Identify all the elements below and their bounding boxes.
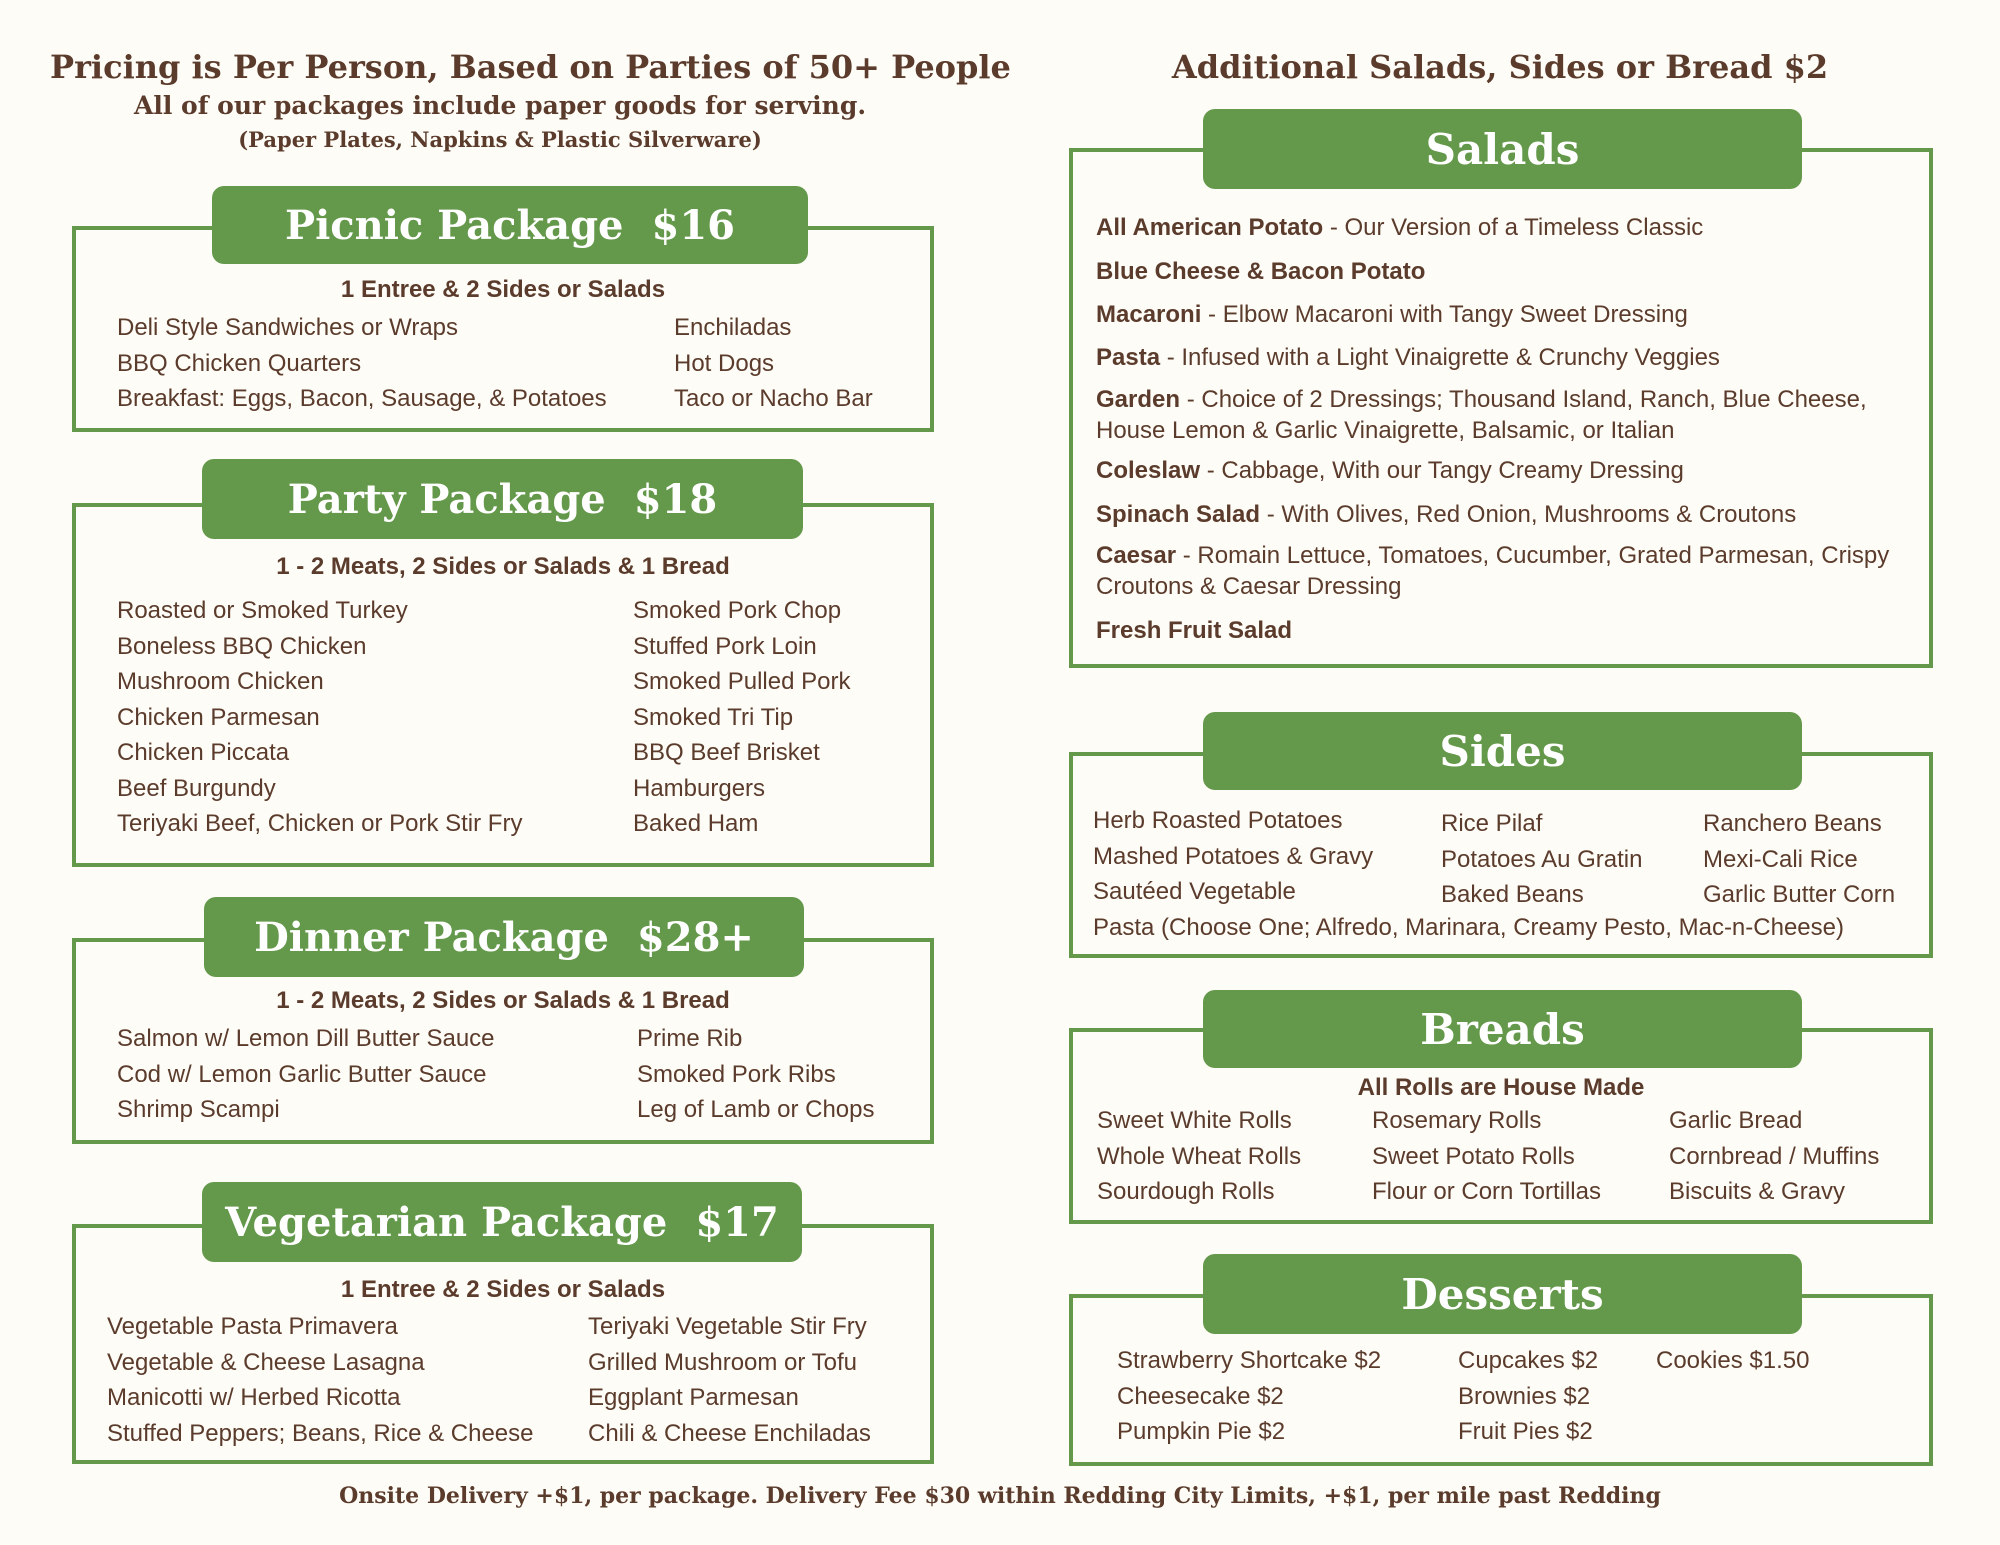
salad-item: Spinach Salad - With Olives, Red Onion, Mushrooms & Croutons [1096, 501, 1797, 528]
picnic-package-tab [212, 186, 808, 264]
breads-col-3 [1669, 1103, 1879, 1210]
list-item: Biscuits & Gravy [1669, 1178, 1846, 1205]
breads-col-1 [1097, 1103, 1301, 1210]
desserts-col-1 [1117, 1343, 1381, 1450]
sides-col-2 [1441, 806, 1642, 913]
list-item: Chili & Cheese Enchiladas [588, 1419, 871, 1447]
list-item: Leg of Lamb or Chops [637, 1096, 875, 1123]
list-item: BBQ Chicken Quarters [117, 349, 362, 377]
list-item: Sweet Potato Rolls [1372, 1142, 1575, 1170]
list-item: Chicken Piccata [117, 739, 290, 766]
list-item: Shrimp Scampi [117, 1096, 280, 1123]
paper-goods-detail: (Paper Plates, Napkins & Plastic Silverware) [238, 127, 762, 152]
list-item: Grilled Mushroom or Tofu [588, 1348, 857, 1376]
desserts-title: Desserts [1401, 1269, 1604, 1319]
breads-subtitle: All Rolls are House Made [1357, 1074, 1645, 1101]
list-item: Hamburgers [633, 774, 766, 802]
list-item: Cod w/ Lemon Garlic Butter Sauce [117, 1060, 487, 1088]
list-item: Vegetable Pasta Primavera [107, 1313, 398, 1340]
picnic-package-subtitle: 1 Entree & 2 Sides or Salads [340, 276, 666, 303]
list-item: Rice Pilaf [1441, 810, 1543, 837]
picnic-package-price: $16 [651, 201, 735, 249]
list-item: Mashed Potatoes & Gravy [1093, 842, 1374, 870]
list-item: Deli Style Sandwiches or Wraps [117, 314, 459, 341]
list-item: Cheesecake $2 [1117, 1382, 1284, 1410]
sides-pasta-item: Pasta (Choose One; Alfredo, Marinara, Creamy Pesto, Mac-n-Cheese) [1093, 914, 1844, 941]
breads-col-2 [1372, 1103, 1601, 1210]
vegetarian-package-subtitle: 1 Entree & 2 Sides or Salads [340, 1276, 666, 1303]
sides-title: Sides [1439, 726, 1566, 776]
list-item: Manicotti w/ Herbed Ricotta [107, 1384, 401, 1411]
list-item: Salmon w/ Lemon Dill Butter Sauce [117, 1025, 495, 1052]
list-item: Garlic Bread [1669, 1107, 1803, 1134]
salad-item: Fresh Fruit Salad [1096, 617, 1293, 644]
list-item: Rosemary Rolls [1372, 1107, 1542, 1134]
dinner-package-subtitle: 1 - 2 Meats, 2 Sides or Salads & 1 Bread [276, 987, 730, 1014]
list-item: Roasted or Smoked Turkey [117, 597, 408, 624]
picnic-col-1 [117, 310, 607, 417]
salad-item: Caesar - Romain Lettuce, Tomatoes, Cucumber, Grated Parmesan, Crispy Croutons & Caesar Dressing [1096, 542, 1890, 600]
breads-title: Breads [1420, 1004, 1585, 1054]
list-item: Boneless BBQ Chicken [117, 632, 367, 660]
list-item: Smoked Pork Ribs [637, 1060, 836, 1088]
list-item: Herb Roasted Potatoes [1093, 807, 1343, 834]
party-package-price: $18 [633, 475, 718, 523]
dinner-col-2 [637, 1021, 874, 1128]
list-item: Mushroom Chicken [117, 668, 324, 695]
salad-item: Garden - Choice of 2 Dressings; Thousand Island, Ranch, Blue Cheese, House Lemon & Garlic Vinaigrette, Balsamic, or Italian [1096, 386, 1867, 444]
picnic-package-title: Picnic Package [284, 201, 624, 249]
list-item: Sweet White Rolls [1097, 1107, 1292, 1134]
list-item: Stuffed Pork Loin [633, 632, 817, 660]
dinner-package-tab [204, 897, 804, 977]
picnic-col-2 [674, 310, 873, 417]
vegetarian-col-2 [588, 1309, 871, 1451]
list-item: Taco or Nacho Bar [674, 385, 873, 412]
list-item: Cookies $1.50 [1656, 1347, 1810, 1374]
list-item: Breakfast: Eggs, Bacon, Sausage, & Potatoes [117, 385, 607, 412]
sides-tab [1203, 712, 1802, 790]
salads-title: Salads [1425, 124, 1580, 174]
list-item: Whole Wheat Rolls [1097, 1142, 1302, 1170]
list-item: Flour or Corn Tortillas [1372, 1178, 1601, 1205]
pricing-heading: Pricing is Per Person, Based on Parties of 50+ People [50, 48, 1011, 86]
delivery-footer: Onsite Delivery +$1, per package. Delivery Fee $30 within Redding City Limits, +$1, per mile past Redding [339, 1483, 1661, 1509]
list-item: Hot Dogs [674, 349, 775, 377]
list-item: Enchiladas [674, 314, 792, 341]
list-item: Fruit Pies $2 [1458, 1418, 1593, 1445]
desserts-tab [1203, 1254, 1802, 1334]
salads-list [1096, 0, 1916, 680]
dinner-col-1 [117, 1021, 495, 1128]
list-item: Strawberry Shortcake $2 [1117, 1347, 1382, 1374]
list-item: Cornbread / Muffins [1669, 1142, 1880, 1170]
list-item: Stuffed Peppers; Beans, Rice & Cheese [107, 1419, 534, 1447]
list-item: Prime Rib [637, 1025, 743, 1052]
list-item: Mexi-Cali Rice [1703, 845, 1858, 873]
list-item: Potatoes Au Gratin [1441, 845, 1643, 873]
list-item: Chicken Parmesan [117, 703, 320, 731]
list-item: Smoked Pork Chop [633, 597, 842, 624]
list-item: Smoked Pulled Pork [633, 668, 851, 695]
list-item: Vegetable & Cheese Lasagna [107, 1348, 425, 1376]
vegetarian-package-price: $17 [695, 1198, 779, 1246]
party-package-title: Party Package [287, 475, 606, 523]
breads-tab [1203, 990, 1802, 1068]
list-item: Teriyaki Beef, Chicken or Pork Stir Fry [117, 810, 523, 837]
dinner-package-title: Dinner Package [254, 913, 609, 961]
list-item: Sourdough Rolls [1097, 1178, 1275, 1205]
sides-col-1 [1093, 803, 1373, 910]
list-item: Sautéed Vegetable [1093, 878, 1296, 905]
salad-item: Blue Cheese & Bacon Potato [1096, 258, 1426, 285]
list-item: Baked Beans [1441, 881, 1584, 908]
list-item: BBQ Beef Brisket [633, 739, 820, 766]
salad-item: All American Potato - Our Version of a Timeless Classic [1096, 214, 1704, 241]
list-item: Cupcakes $2 [1458, 1347, 1599, 1374]
vegetarian-col-1 [107, 1309, 533, 1451]
list-item: Garlic Butter Corn [1703, 881, 1896, 908]
dinner-package-price: $28+ [636, 913, 754, 961]
sides-col-3 [1703, 806, 1895, 913]
party-col-1 [117, 593, 522, 842]
desserts-col-3 [1656, 1343, 1809, 1379]
party-package-tab [202, 459, 803, 539]
paper-goods-note: All of our packages include paper goods for serving. [133, 91, 867, 120]
list-item: Teriyaki Vegetable Stir Fry [588, 1313, 867, 1340]
list-item: Smoked Tri Tip [633, 703, 794, 731]
additional-items-heading: Additional Salads, Sides or Bread $2 [1171, 48, 1829, 86]
party-col-2 [633, 593, 850, 842]
list-item: Brownies $2 [1458, 1382, 1591, 1410]
vegetarian-package-title: Vegetarian Package [225, 1198, 668, 1246]
salad-item: Pasta - Infused with a Light Vinaigrette & Crunchy Veggies [1096, 344, 1720, 371]
list-item: Beef Burgundy [117, 774, 276, 802]
vegetarian-package-tab [202, 1182, 802, 1262]
salad-item: Macaroni - Elbow Macaroni with Tangy Sweet Dressing [1096, 301, 1688, 328]
list-item: Baked Ham [633, 810, 759, 837]
desserts-col-2 [1458, 1343, 1598, 1450]
list-item: Ranchero Beans [1703, 810, 1882, 837]
list-item: Eggplant Parmesan [588, 1384, 799, 1411]
party-package-subtitle: 1 - 2 Meats, 2 Sides or Salads & 1 Bread [276, 553, 730, 580]
list-item: Pumpkin Pie $2 [1117, 1418, 1286, 1445]
salad-item: Coleslaw - Cabbage, With our Tangy Creamy Dressing [1096, 457, 1684, 484]
